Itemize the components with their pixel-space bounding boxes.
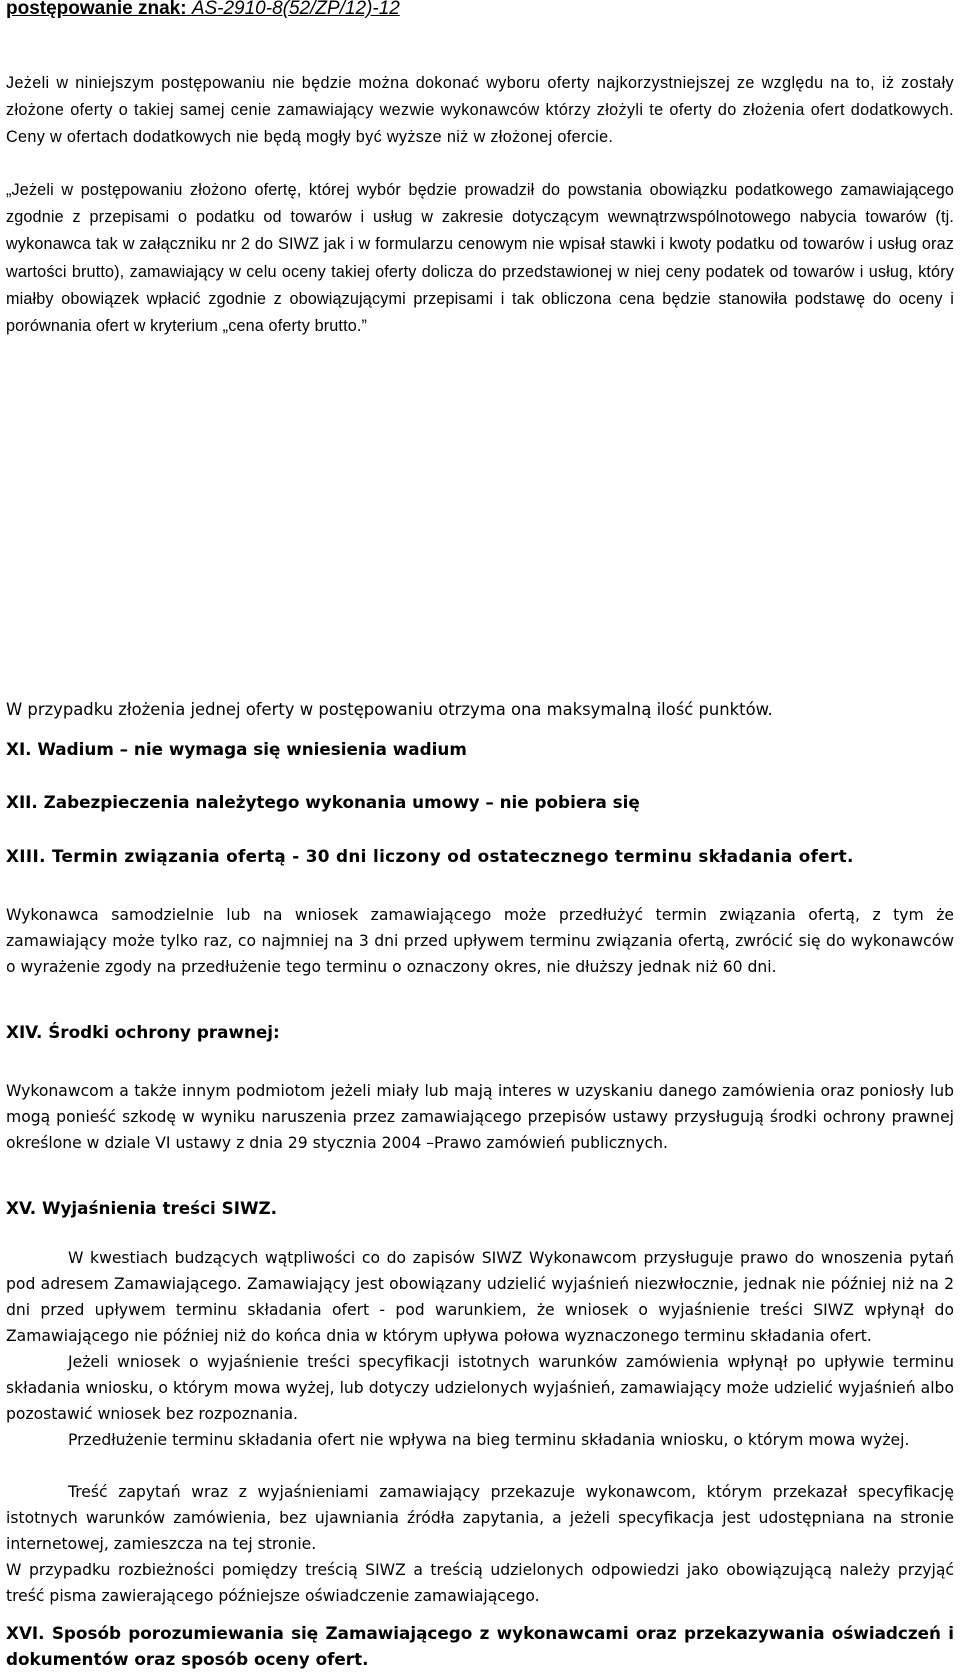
paragraph-single-offer: W przypadku złożenia jednej oferty w postępowaniu otrzyma ona maksymalną ilość punktów. — [6, 700, 773, 719]
paragraph-vat: „Jeżeli w postępowaniu złożono ofertę, której wybór będzie prowadził do powstania obowiązku podatkowego zamawiającego zgodnie z przepisami o podatku od towarów i usług w zakresie dotyczącym wewnątrzwspólnotowego nabycia towarów (tj. wykonawca tak w załączniku nr 2 do SIWZ jak i w formularzu cenowym nie wpisał stawki i kwoty podatku od towarów i usług oraz wartości brutto), zamawiający w celu oceny takiej oferty dolicza do przedstawionej w niej ceny podatek od towarów i usług, który miałby obowiązek wpłacić zgodnie z obowiązującymi przepisami i tak obliczona cena będzie stanowiła podstawę do oceny i porównania ofert w kryterium „cena oferty brutto.” — [6, 181, 954, 336]
paragraph-xiv: Wykonawcom a także innym podmiotom jeżeli miały lub mają interes w uzyskaniu danego zamówienia oraz poniosły lub mogą ponieść szkodę w wyniku naruszenia przez zamawiającego przepisów ustawy przysługują środki ochrony prawnej określone w dziale VI ustawy z dnia 29 stycznia 2004 –Prawo zamówień publicznych. — [6, 1082, 954, 1152]
paragraph-xv-2 — [6, 1349, 954, 1427]
section-heading-xvi: XVI. Sposób porozumiewania się Zamawiającego z wykonawcami oraz przekazywania oświadczeń i dokumentów oraz sposób oceny ofert. — [6, 1623, 954, 1669]
section-heading-xii: XII. Zabezpieczenia należytego wykonania umowy – nie pobiera się — [6, 792, 640, 812]
paragraph-xv-3 — [6, 1427, 954, 1453]
paragraph-equal-price: Jeżeli w niniejszym postępowaniu nie będzie można dokonać wyboru oferty najkorzystniejszej ze względu na to, iż zostały złożone oferty o takiej samej cenie zamawiający wezwie wykonawców którzy złożyli te oferty do złożenia ofert dodatkowych. Ceny w ofertach dodatkowych nie będą mogły być wyższe niż w złożonej ofercie. — [6, 74, 954, 146]
paragraph-xv-1-text: W kwestiach budzących wątpliwości co do zapisów SIWZ Wykonawcom przysługuje prawo do wnoszenia pytań pod adresem Zamawiającego. Zamawiający jest obowiązany udzielić wyjaśnień niezwłocznie, jednak nie później niż na 2 dni przed upływem terminu składania ofert - pod warunkiem, że wniosek o wyjaśnienie treści SIWZ wpłynął do Zamawiającego nie później niż do końca dnia w którym upływa połowa wyznaczonego terminu składania ofert. — [6, 1249, 954, 1345]
section-heading-xiii: XIII. Termin związania ofertą - 30 dni liczony od ostatecznego terminu składania ofert. — [6, 846, 854, 866]
paragraph-xiii: Wykonawca samodzielnie lub na wniosek zamawiającego może przedłużyć termin związania ofertą, z tym że zamawiający może tylko raz, co najmniej na 3 dni przed upływem terminu związania ofertą, zwrócić się do wykonawców o wyrażenie zgody na przedłużenie tego terminu o oznaczony okres, nie dłuższy jednak niż 60 dni. — [6, 906, 954, 976]
section-heading-xv: XV. Wyjaśnienia treści SIWZ. — [6, 1198, 278, 1218]
document-header — [6, 0, 400, 20]
procedure-signature: AS-2910-8(52/ZP/12)-12 — [191, 0, 400, 19]
paragraph-xv-4-text: Treść zapytań wraz z wyjaśnieniami zamawiający przekazuje wykonawcom, którym przekazał specyfikację istotnych warunków zamówienia, bez ujawniania źródła zapytania, a jeżeli specyfikacja jest udostępniana na stronie internetowej, zamieszcza na tej stronie. — [6, 1483, 954, 1553]
paragraph-xv-4 — [6, 1479, 954, 1557]
paragraph-xv-1 — [6, 1245, 954, 1349]
paragraph-xv-3-text: Przedłużenie terminu składania ofert nie wpływa na bieg terminu składania wniosku, o którym mowa wyżej. — [68, 1431, 910, 1449]
paragraph-xv-5: W przypadku rozbieżności pomiędzy treścią SIWZ a treścią udzielonych odpowiedzi jako obowiązującą należy przyjąć treść pisma zawierającego późniejsze oświadczenie zamawiającego. — [6, 1561, 954, 1605]
paragraph-xv-2-text: Jeżeli wniosek o wyjaśnienie treści specyfikacji istotnych warunków zamówienia wpłynął po upływie terminu składania wniosku, o którym mowa wyżej, lub dotyczy udzielonych wyjaśnień, zamawiający może udzielić wyjaśnień albo pozostawić wniosek bez rozpoznania. — [6, 1353, 954, 1423]
section-heading-xiv: XIV. Środki ochrony prawnej: — [6, 1022, 280, 1042]
procedure-label: postępowanie znak: — [6, 0, 187, 19]
section-heading-xi: XI. Wadium – nie wymaga się wniesienia wadium — [6, 739, 467, 759]
